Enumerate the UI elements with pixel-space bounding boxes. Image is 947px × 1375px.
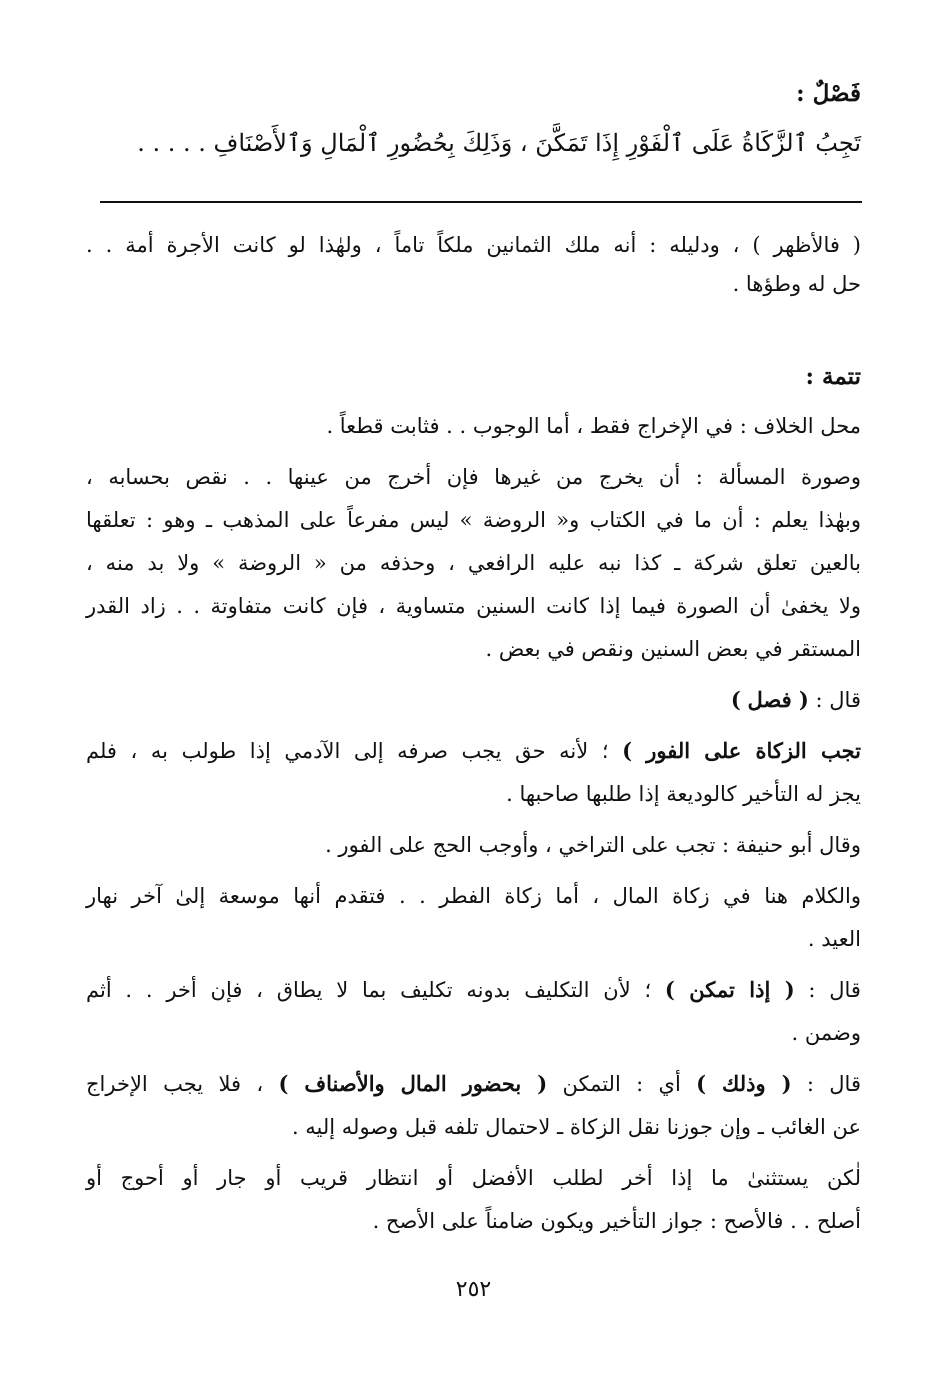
tatimma-p1: محل الخلاف : في الإخراج فقط ، أما الوجوب . . فثابت قطعاً . [326,414,861,438]
sharh-p2: وقال أبو حنيفة : تجب على التراخي ، وأوجب الحج على الفور . [325,833,861,857]
sharh-p5-qal: قال : [806,1072,861,1096]
tatimma-p2-line-5: المستقر في بعض السنين ونقص في بعض . [485,637,861,661]
sharh-qal-fasl [86,680,861,720]
tatimma-p2-line-2: وبهٰذا يعلم : أن ما في الكتاب و« الروضة » ليس مفرعاً على المذهب ـ وهو : تعلقها [86,508,861,532]
fasl-open: ( فصل [747,687,809,712]
matn-line: تَجِبُ ٱلزَّكَاةُ عَلَى ٱلْفَوْرِ إِذَا تَمَكَّنَ ، وَذَلِكَ بِحُضُورِ ٱلْمَالِ وَٱلأَصْنَافِ . . . . . [137,129,861,157]
sharh-p4-rest: ؛ لأن التكليف بدونه تكليف بما لا يطاق ، فإن أخر . . أثم [86,978,652,1002]
sharh-p1-bold: تجب الزكاة على الفور ) [622,738,861,763]
sharh-p4-qal: قال : [808,978,861,1002]
page-number: ٢٥٢ [455,1277,492,1302]
tatimma-p2-line-3: بالعين تعلق شركة ـ كذا نبه عليه الرافعي ، وحذفه من « الروضة » ولا بد منه ، [86,551,861,575]
sharh-p5-line-1 [86,1064,861,1104]
sharh-p5-bold-1: ( وذلك ) [696,1071,792,1096]
sharh-p3-line-2: العيد . [807,927,861,951]
matn-heading: فَصْلٌ : [796,80,861,107]
tatimma-p2-line-1: وصورة المسألة : أن يخرج من غيرها فإن أخرج من عينها . . نقص بحسابه ، [86,465,861,489]
sharh-p3-line-1: والكلام هنا في زكاة المال ، أما زكاة الفطر . . فتقدم أنها موسعة إلىٰ آخر نهار [86,884,861,908]
sharh-p1-line-1 [86,731,861,771]
sharh-p5-line-2: عن الغائب ـ وإن جوزنا نقل الزكاة ـ لاحتمال تلفه قبل وصوله إليه . [291,1115,861,1139]
sharh-p6-line-1: لٰكن يستثنىٰ ما إذا أخر لطلب الأفضل أو انتظار قريب أو جار أو أحوج أو [86,1166,861,1190]
fasl-close: ) [730,687,741,712]
sharh-p5-rest: ، فلا يجب الإخراج [86,1072,264,1096]
prev-commentary-line-2: حل له وطؤها . [732,272,861,296]
prev-commentary-line-1: ( فالأظهر ) ، ودليله : أنه ملك الثمانين ملكاً تاماً ، ولهٰذا لو كانت الأجرة أمة . . [86,233,861,257]
sharh-p1-rest: ؛ لأنه حق يجب صرفه إلى الآدمي إذا طولب به ، فلم [86,739,609,763]
sharh-p6-line-2: أصلح . . فالأصح : جواز التأخير ويكون ضامناً على الأصح . [372,1209,861,1233]
qal-label: قال : [815,688,861,712]
sharh-p1-line-2: يجز له التأخير كالوديعة إذا طلبها صاحبها . [506,782,861,806]
tatimma-p2-line-4: ولا يخفىٰ أن الصورة فيما إذا كانت السنين متساوية ، فإن كانت متفاوتة . . زاد القدر [86,594,861,618]
sharh-p4-line-2: وضمن . [791,1021,861,1045]
sharh-p4-line-1 [86,970,861,1010]
footnote-divider [100,201,862,203]
tatimma-heading: تتمة : [805,363,861,390]
sharh-p5-bold-2: ( بحضور المال والأصناف ) [278,1071,548,1096]
sharh-p4-bold: ( إذا تمكن ) [664,977,795,1002]
sharh-p5-mid: أي : التمكن [562,1072,681,1096]
